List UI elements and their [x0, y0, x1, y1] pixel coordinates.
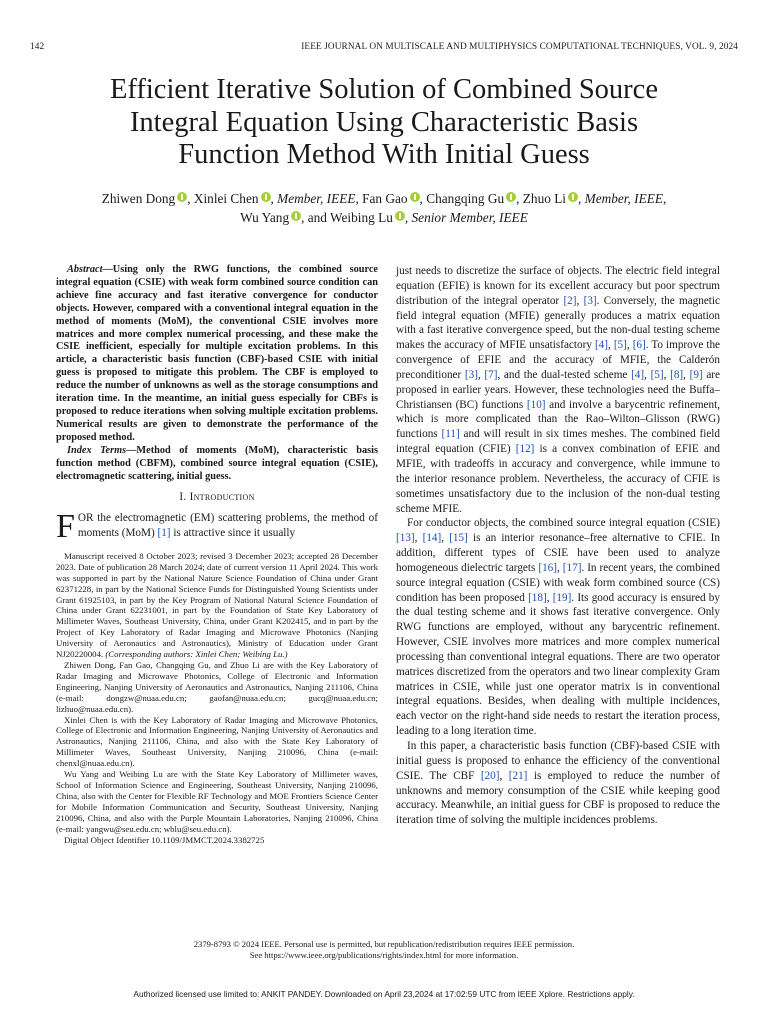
- intro-paragraph: [56, 508, 378, 546]
- index-terms-text: Method of moments (MoM), characteristic basis function method (CBFM), combined source integral equation (CSIE), electromagnetic scattering, initial guess.: [56, 444, 378, 482]
- author-name: Weibing Lu: [330, 210, 393, 225]
- orcid-icon[interactable]: [395, 211, 405, 221]
- body-text: , and the dual-tested scheme: [497, 368, 632, 381]
- author-name: Zhuo Li: [522, 191, 567, 206]
- body-text: just needs to discretize the surface of objects. The electric field integral equation (EFIE) is known for its excellent accuracy but poor spectrum distribution of the integral operator: [396, 265, 720, 307]
- section-heading: [56, 490, 378, 505]
- journal-header: IEEE JOURNAL ON MULTISCALE AND MULTIPHYSICS COMPUTATIONAL TECHNIQUES, VOL. 9, 2024: [301, 42, 738, 52]
- index-terms: Index Terms—Method of moments (MoM), characteristic basis function method (CBFM), combined source integral equation (CSIE), electromagnetic scattering, initial guess.: [56, 444, 378, 482]
- body-text: . To improve the convergence of EFIE and the accuracy of MFIE, the Calderón preconditioner: [396, 339, 720, 381]
- citation-link[interactable]: [9]: [689, 368, 703, 381]
- body-text: ,: [477, 368, 485, 381]
- copyright-line: See https://www.ieee.org/publications/rights/index.html for more information.: [249, 950, 519, 960]
- abstract-label: Abstract: [67, 264, 103, 275]
- body-text: . Conversely, the magnetic field integral equation (MFIE) generally produces a matrix equation with a fast iterative convergence speed, but the non-dual testing scheme makes the accuracy of MFIE unsatisfactory: [396, 294, 720, 352]
- citation-link[interactable]: [21]: [508, 769, 528, 782]
- body-text: For conductor objects, the combined source integral equation (CSIE): [407, 517, 720, 530]
- body-paragraph: [396, 516, 720, 739]
- citation-link[interactable]: [16]: [538, 561, 557, 574]
- citation-link[interactable]: [12]: [515, 443, 535, 456]
- citation-link[interactable]: [4]: [631, 368, 645, 381]
- body-text: . In recent years, the combined source integral equation (CSIE) with weak form combined source (CS) condition has been proposed: [396, 561, 720, 604]
- right-column: [396, 264, 720, 828]
- intro-text: is attractive since it usually: [170, 527, 296, 540]
- body-text: and involve a barycentric refinement, which is more complicated than the Rao–Wilton–Glisson (RWG) functions: [396, 398, 720, 441]
- citation-link[interactable]: [6]: [632, 339, 646, 352]
- author-role: Senior Member, IEEE: [411, 210, 528, 225]
- corresponding-authors: (Corresponding authors: Xinlei Chen; Weibing Lu.): [105, 649, 288, 660]
- author-role: Member, IEEE: [584, 191, 663, 206]
- citation-link[interactable]: [5]: [613, 339, 627, 352]
- title-line: Efficient Iterative Solution of Combined Source: [110, 74, 658, 105]
- body-text: and will result in six times meshes. The combined field integral equation (CFIE): [396, 428, 721, 456]
- orcid-icon[interactable]: [568, 192, 578, 202]
- author-name: Zhiwen Dong: [101, 191, 176, 206]
- orcid-icon[interactable]: [177, 192, 187, 202]
- body-text: ,: [626, 339, 633, 352]
- section-title: Introduction: [189, 491, 255, 504]
- body-text: ,: [683, 368, 690, 381]
- footnotes: [56, 551, 378, 845]
- citation-link[interactable]: [15]: [449, 532, 468, 545]
- body-text: ,: [414, 532, 423, 545]
- footnote-affiliation: Wu Yang and Weibing Lu are with the State Key Laboratory of Millimeter waves, School of Information Science and Engineering, Southeast University, Nanjing 210096, China, also with the Center for Flexible RF Technology and MOE Frontiers Science Center for Mobile Information Communication and Security, Southeast University, Nanjing 210096, China, and also with the Purple Mountain Laboratories, Nanjing 210096, China (e-mail: yangwu@seu.edu.cn; wblu@seu.edu.cn).: [56, 769, 378, 834]
- doi: Digital Object Identifier 10.1109/JMMCT.2024.3382725: [64, 834, 265, 845]
- author-list: Zhiwen Dong , Xinlei Chen , Member, IEEE, Fan Gao , Changqing Gu , Zhuo Li , Member, IEEE, Wu Yang , and Weibing Lu , Senior Member, IEEE: [101, 191, 667, 225]
- citation-link[interactable]: [1]: [157, 527, 171, 540]
- footnote-manuscript: [56, 551, 378, 660]
- page-number: 142: [30, 42, 45, 52]
- body-text: is a convex combination of EFIE and MFIE, with tradeoffs in accuracy and convergence, while immune to the interior resonance problem. Nevertheless, the accuracy of CFIE is sometimes unsatisfactory due to the inclusion of the non-dual testing scheme MFIE.: [396, 443, 721, 515]
- copyright-line: 2379-8793 © 2024 IEEE. Personal use is permitted, but republication/redistribution requires IEEE permission.: [193, 939, 575, 949]
- section-numeral: I.: [179, 491, 187, 504]
- orcid-icon[interactable]: [291, 211, 301, 221]
- body-text: ,: [663, 368, 671, 381]
- citation-link[interactable]: [11]: [441, 428, 460, 441]
- body-text: are proposed in earlier years. However, these technologies need the Buffa–Christiansen (BC) functions: [396, 368, 720, 411]
- citation-link[interactable]: [8]: [670, 368, 684, 381]
- author-name: Fan Gao: [362, 191, 408, 206]
- index-terms-label: Index Terms: [67, 444, 127, 456]
- title-line: Function Method With Initial Guess: [178, 139, 590, 170]
- citation-link[interactable]: [20]: [480, 769, 500, 782]
- body-text: ,: [441, 532, 450, 545]
- citation-link[interactable]: [5]: [650, 368, 664, 381]
- citation-link[interactable]: [10]: [526, 398, 546, 411]
- orcid-icon[interactable]: [261, 192, 271, 202]
- body-text: ,: [576, 294, 584, 307]
- citation-link[interactable]: [17]: [562, 561, 582, 574]
- copyright-notice: [40, 939, 728, 961]
- citation-link[interactable]: [2]: [563, 294, 577, 307]
- body-text: . Its good accuracy is ensured by the dual testing scheme and it shows fast iterative convergence. Only RWG functions are employed, without any barycentric refinement. However, CSIE involves more matrices and more complex numerical processing than conventional integral equations. There are two operator matrices discretized from the operators and two linear complexity Gram matrices in CSIE, while just one operator matrix is in conventional integral equations. Besides, when dealing with multiple incidences, each vector on the right-hand side needs to restart the iteration process, leading to a long iteration time.: [396, 591, 720, 738]
- abstract: Abstract—Using only the RWG functions, the combined source integral equation (CSIE) with weak form combined source condition can achieve fine accuracy and fast iterative convergence for conductor objects. However, compared with a conventional integral equation in the method of moments (MoM), the conventional CSIE involves more matrices and more complex numerical processing, and these make the CSIE inefficient, especially for multiple excitation problems. In this article, a characteristic basis function (CBF)-based CSIE with initial guess is proposed to mitigate this problem. The CBF is employed to reduce the number of unknowns as well as the storage consumptions and iteration time. In the meantime, an initial guess especially for CBFs is proposed to reduce iterations when solving multiple excitation problems. Numerical results are given to demonstrate the performance of the proposed method.: [56, 264, 378, 443]
- body-paragraph: [396, 739, 720, 828]
- footnote-text: Manuscript received 8 October 2023; revised 3 December 2023; accepted 28 December 2023. Date of publication 28 March 2024; date of current version 11 April 2024. This work was supported in part by the National Nature Science Foundation of China under Grant 62371228, in part by the National Science Funds for Distinguished Young Scientists under Grant 61925103, in part by the Key Program of National Natural Science Foundation of China under Grant 62231001, in part by the Foundation of State Key Laboratory of Millimeter Waves, Southeast University, China, under Grant K202415, and in part by the Project of Key Laboratory of Radar Imaging and Microwave Photonics (Nanjing University of Aeronautics and Astronautics), Ministry of Education under Grant NJ20220004.: [56, 550, 378, 660]
- citation-link[interactable]: [14]: [422, 532, 442, 545]
- citation-link[interactable]: [3]: [464, 368, 478, 381]
- left-column: [56, 264, 378, 845]
- body-text: ,: [644, 368, 651, 381]
- title-line: Integral Equation Using Characteristic Basis: [129, 106, 639, 138]
- body-paragraph: [396, 264, 720, 516]
- footnote-affiliation: Zhiwen Dong, Fan Gao, Changqing Gu, and Zhuo Li are with the Key Laboratory of Radar Imaging and Microwave Photonics, College of Electronic and Information Engineering, Nanjing University of Aeronautics and Astronautics, Nanjing 211106, China (e-mail: dongzw@nuaa.edu.cn; gaofan@nuaa.edu.cn; gucq@nuaa.edu.cn; lizhuo@nuaa.edu.cn).: [56, 660, 378, 714]
- license-notice: Authorized licensed use limited to: ANKIT PANDEY. Downloaded on April 23,2024 at 17:02:59 UTC from IEEE Xplore. Restrictions apply.: [133, 989, 635, 999]
- body-text: ,: [499, 769, 509, 782]
- citation-link[interactable]: [13]: [396, 532, 415, 545]
- abstract-text: Using only the RWG functions, the combined source integral equation (CSIE) with weak form combined source condition can achieve fine accuracy and fast iterative convergence for conductor objects. However, compared with a conventional integral equation in the method of moments (MoM), the conventional CSIE involves more matrices and more complex numerical processing, and these make the CSIE inefficient, especially for multiple excitation problems. In this article, a characteristic basis function (CBF)-based CSIE with initial guess is proposed to mitigate this problem. The CBF is employed to reduce the number of unknowns as well as the storage consumptions and iteration time. In the meantime, an initial guess especially for CBFs is proposed to reduce iterations when solving multiple excitation problems. Numerical results are given to demonstrate the performance of the proposed method.: [56, 264, 378, 443]
- author-name: Changqing Gu: [426, 191, 505, 206]
- author-name: Xinlei Chen: [193, 191, 259, 206]
- body-text: ,: [546, 591, 553, 604]
- citation-link[interactable]: [3]: [583, 294, 597, 307]
- author-conjunction: and: [307, 210, 327, 225]
- orcid-icon[interactable]: [410, 192, 420, 202]
- footnote-affiliation: Xinlei Chen is with the Key Laboratory of Radar Imaging and Microwave Photonics, College of Electronic and Information Engineering, Nanjing University of Aeronautics and Astronautics, Nanjing 211106, China, and also with the State Key Laboratory of Millimeter Waves, Southeast University, Nanjing 210096, China (e-mail: chenxl@nuaa.edu.cn).: [56, 714, 378, 769]
- paper-title: [40, 74, 728, 172]
- author-name: Wu Yang: [240, 210, 290, 225]
- intro-text: OR the electromagnetic (EM) scattering problems, the method of moments (MoM): [77, 512, 378, 540]
- body-text: In this paper, a characteristic basis function (CBF)-based CSIE with initial guess is proposed to enhance the efficiency of the conventional CSIE. The CBF: [396, 740, 720, 782]
- drop-cap: F: [56, 508, 75, 546]
- orcid-icon[interactable]: [506, 192, 516, 202]
- citation-link[interactable]: [4]: [594, 339, 608, 352]
- running-header: [30, 42, 738, 56]
- author-role: Member, IEEE: [277, 191, 356, 206]
- body-text: is employed to reduce the number of unknowns and memory consumption of the CSIE while keeping good accuracy. Meanwhile, an initial guess for CBF is proposed to reduce the iteration time of solving the multiple incidences problems.: [396, 769, 720, 827]
- citation-link[interactable]: [19]: [552, 591, 572, 604]
- citation-link[interactable]: [7]: [484, 368, 498, 381]
- body-text: ,: [556, 561, 563, 574]
- citation-link[interactable]: [18]: [528, 591, 547, 604]
- body-text: is an interior resonance–free alternative to CFIE. In addition, different types of CSIE have been used to analyze homogeneous dielectric targets: [396, 532, 720, 574]
- body-text: ,: [607, 339, 614, 352]
